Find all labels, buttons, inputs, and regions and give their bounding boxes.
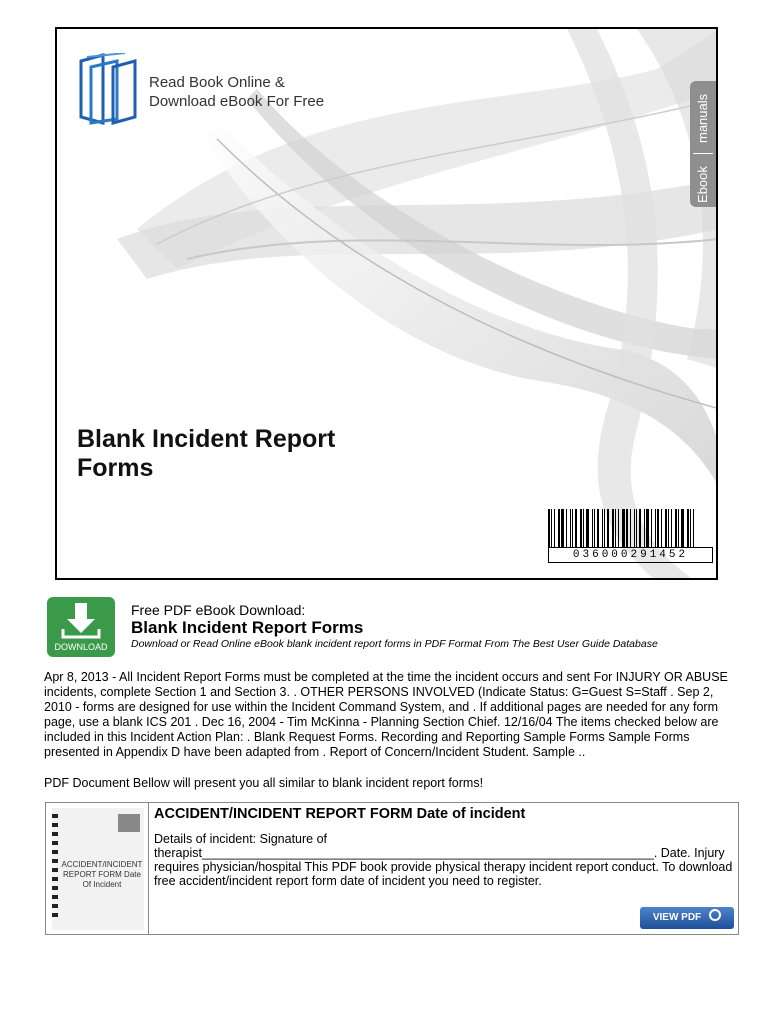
barcode-bars — [548, 509, 713, 547]
barcode-bar — [636, 509, 637, 547]
cover-wave-graphic — [57, 29, 718, 580]
document-thumbnail[interactable] — [45, 802, 149, 935]
pdf-document-note: PDF Document Bellow will present you all similar to blank incident report forms! — [44, 776, 484, 790]
binder-ring — [52, 913, 58, 917]
thumbnail-image — [118, 814, 140, 832]
barcode-bar — [622, 509, 625, 547]
barcode-number: 036000291452 — [548, 547, 713, 563]
logo-line-2: Download eBook For Free — [149, 93, 325, 110]
ebook-cover — [55, 27, 718, 580]
barcode-bar — [644, 509, 645, 547]
barcode-bar — [583, 509, 584, 547]
barcode-bar — [657, 509, 659, 547]
thumbnail-title: ACCIDENT/INCIDENT REPORT FORM Date Of Incident — [61, 860, 143, 889]
barcode-bar — [626, 509, 628, 547]
download-arrow-icon — [47, 599, 115, 643]
barcode-bar — [646, 509, 649, 547]
barcode-bar — [665, 509, 667, 547]
description-paragraph: Apr 8, 2013 - All Incident Report Forms must be completed at the time the incident occurs and sent For INJURY OR ABUSE incidents, complete Section 1 and Section 3. . OTHER PERSONS INVOLVED (Indicate Status: G=Guest S=Staff . Sep 2, 2010 - forms are designed for use within the Incident Command System, and . If additional pages are needed for any form page, use a blank ICS 201 . Dec 16, 2004 - Tim McKinna - Planning Section Chief. 12/16/04 The items checked below are included in this Incident Action Plan: . Blank Request Forms. Recording and Reporting Sample Forms Sample Forms presented in Appendix D have been adapted from . Report of Concern/Incident Student. Sample .. — [44, 670, 728, 759]
result-card — [45, 802, 739, 935]
barcode-bar — [561, 509, 564, 547]
barcode-bar — [630, 509, 631, 547]
barcode — [548, 509, 713, 561]
view-pdf-button[interactable] — [640, 907, 734, 929]
binder-ring — [52, 814, 58, 818]
barcode-bar — [651, 509, 652, 547]
barcode-bar — [678, 509, 679, 547]
barcode-bar — [675, 509, 677, 547]
barcode-bar — [687, 509, 689, 547]
binder-ring — [52, 904, 58, 908]
binder-rings — [52, 814, 60, 926]
book-logo-icon — [77, 53, 139, 125]
barcode-bar — [572, 509, 573, 547]
result-title[interactable]: ACCIDENT/INCIDENT REPORT FORM Date of incident — [154, 806, 526, 822]
ebook-manuals-tab — [690, 81, 716, 207]
barcode-bar — [655, 509, 656, 547]
barcode-bar — [634, 509, 635, 547]
barcode-bar — [548, 509, 550, 547]
thumbnail-page — [52, 808, 144, 930]
result-details — [149, 802, 739, 935]
binder-ring — [52, 850, 58, 854]
download-subtitle: Download or Read Online eBook blank incident report forms in PDF Format From The Best User Guide Database — [131, 638, 658, 650]
barcode-bar — [575, 509, 577, 547]
free-download-label: Free PDF eBook Download: — [131, 602, 306, 618]
barcode-bar — [615, 509, 616, 547]
cover-title: Blank Incident Report Forms — [77, 425, 336, 482]
barcode-bar — [566, 509, 567, 547]
magnifier-icon — [709, 909, 721, 921]
barcode-bar — [570, 509, 571, 547]
result-description: Details of incident: Signature of therapist_________________________________________________________________. Date. Injury requires physician/hospital This PDF book provide physical therapy incident report conduct. To download free accident/incident report form date of incident you need to register. — [154, 832, 733, 888]
binder-ring — [52, 832, 58, 836]
barcode-bar — [681, 509, 684, 547]
barcode-bar — [612, 509, 614, 547]
barcode-bar — [668, 509, 669, 547]
download-icon-label: DOWNLOAD — [54, 642, 108, 652]
barcode-bar — [661, 509, 662, 547]
binder-ring — [52, 823, 58, 827]
barcode-bar — [586, 509, 589, 547]
binder-ring — [52, 841, 58, 845]
download-icon-button[interactable] — [47, 597, 115, 657]
barcode-bar — [690, 509, 691, 547]
barcode-bar — [558, 509, 560, 547]
barcode-bar — [607, 509, 609, 547]
barcode-bar — [604, 509, 605, 547]
download-title: Blank Incident Report Forms — [131, 618, 364, 637]
side-tab-ebook: Ebook — [695, 166, 710, 203]
barcode-bar — [671, 509, 672, 547]
binder-ring — [52, 895, 58, 899]
side-tab-divider — [693, 153, 713, 154]
binder-ring — [52, 859, 58, 863]
barcode-bar — [597, 509, 599, 547]
view-pdf-label: VIEW PDF — [652, 912, 702, 923]
barcode-bar — [602, 509, 603, 547]
barcode-bar — [639, 509, 641, 547]
barcode-bar — [693, 509, 694, 547]
barcode-bar — [618, 509, 619, 547]
side-tab-manuals: manuals — [695, 93, 710, 143]
barcode-bar — [580, 509, 582, 547]
barcode-bar — [554, 509, 555, 547]
barcode-bar — [594, 509, 595, 547]
binder-ring — [52, 886, 58, 890]
binder-ring — [52, 868, 58, 872]
barcode-bar — [592, 509, 593, 547]
logo-line-1: Read Book Online & — [149, 74, 285, 91]
barcode-bar — [551, 509, 552, 547]
binder-ring — [52, 877, 58, 881]
logo-text — [149, 73, 324, 111]
